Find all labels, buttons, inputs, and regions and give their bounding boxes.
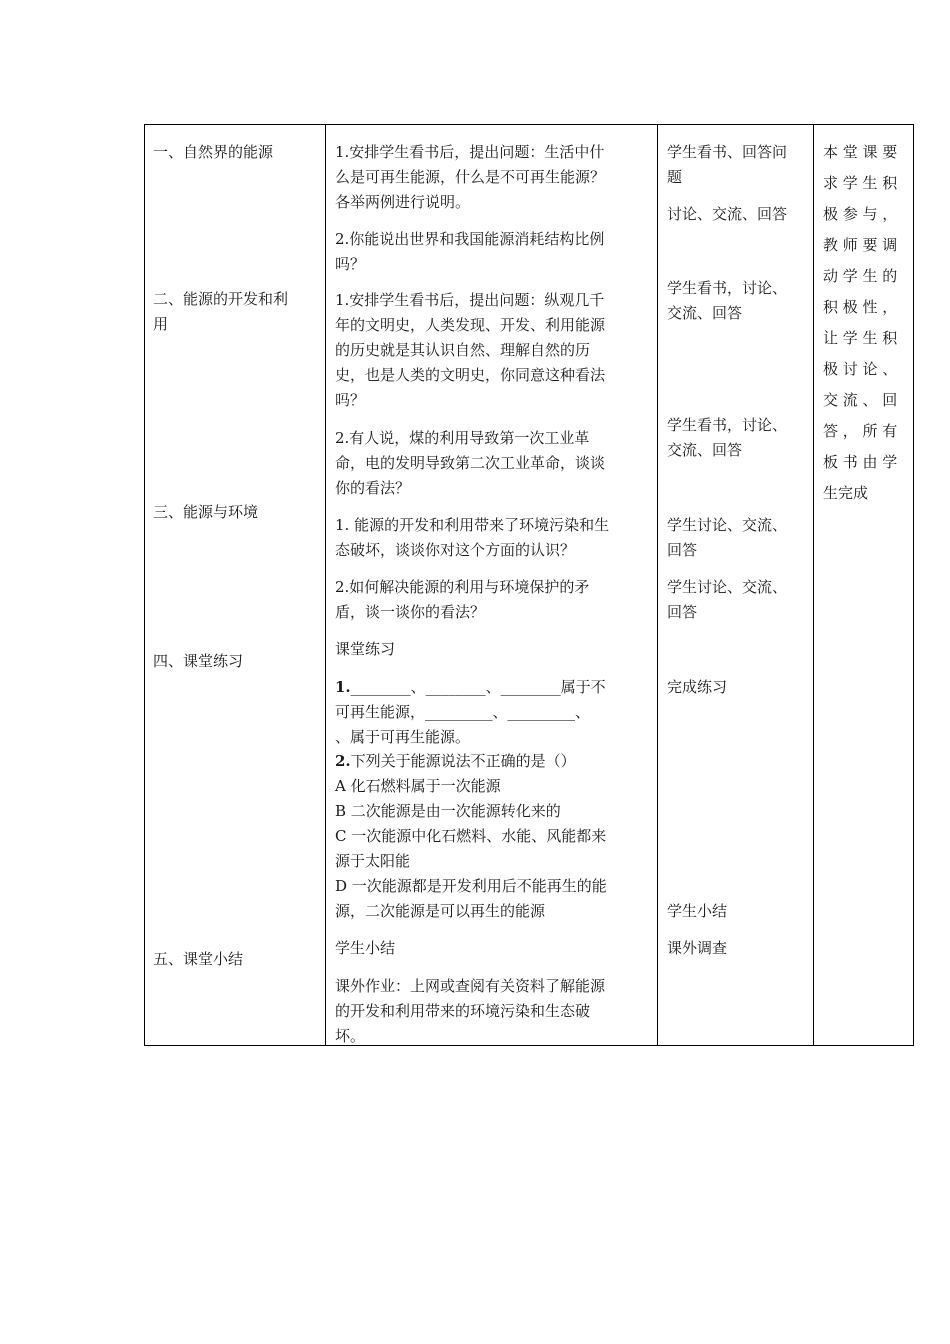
exercise-1-line — [335, 675, 606, 700]
question-line: 1.安排学生看书后，提出问题：生活中什 — [335, 143, 605, 161]
student-activity: 学生看书、回答问 — [667, 143, 788, 161]
student-activity: 讨论、交流、回答 — [667, 205, 788, 223]
note-line: 积 极 性 ， — [823, 298, 898, 316]
question-line: 2.如何解决能源的利用与环境保护的矛 — [335, 578, 590, 596]
question-line: 史，也是人类的文明史，你同意这种看法 — [335, 366, 606, 384]
section-heading: 四、课堂练习 — [153, 652, 244, 670]
practice-title: 课堂练习 — [335, 640, 396, 658]
student-activity: 学生看书，讨论、 — [667, 279, 788, 297]
question-line: 么是可再生能源，什么是不可再生能源？ — [335, 168, 606, 186]
exercise-1-line: 、属于可再生能源。 — [335, 728, 471, 746]
student-activity: 课外调查 — [667, 939, 728, 957]
section-heading: 二、能源的开发和利 — [153, 290, 289, 308]
note-line: 交 流 、 回 — [823, 391, 898, 409]
section-heading: 五、课堂小结 — [153, 950, 244, 968]
summary-text: 学生小结 — [335, 939, 396, 957]
section-heading: 用 — [153, 315, 169, 333]
note-line: 求 学 生 积 — [823, 174, 898, 192]
student-activity: 回答 — [667, 541, 698, 559]
note-line: 答 ， 所 有 — [823, 422, 898, 440]
student-activity: 交流、回答 — [667, 304, 743, 322]
student-activity: 学生小结 — [667, 902, 728, 920]
question-line: 盾，谈一谈你的看法？ — [335, 603, 486, 621]
question-line: 1. 能源的开发和利用带来了环境污染和生 — [335, 516, 610, 534]
question-line: 2.有人说，煤的利用导致第一次工业革 — [335, 429, 590, 447]
note-line: 本 堂 课 要 — [823, 143, 898, 161]
exercise-2-question — [335, 749, 576, 774]
answer-blank: ________ — [350, 678, 411, 696]
option-d: D 一次能源都是开发利用后不能再生的能 — [335, 877, 607, 895]
question-line: 的历史就是其认识自然、理解自然的历 — [335, 341, 591, 359]
student-activity: 学生看书，讨论、 — [667, 416, 788, 434]
section-heading: 一、自然界的能源 — [153, 143, 274, 161]
question-line: 态破坏，谈谈你对这个方面的认识？ — [335, 541, 576, 559]
question-line: 各举两例进行说明。 — [335, 193, 471, 211]
option-a: A 化石燃料属于一次能源 — [335, 777, 501, 795]
option-b: B 二次能源是由一次能源转化来的 — [335, 802, 561, 820]
option-c: C 一次能源中化石燃料、水能、风能都来 — [335, 827, 607, 845]
question-line: 年的文明史，人类发现、开发、利用能源 — [335, 316, 606, 334]
note-line: 让 学 生 积 — [823, 329, 898, 347]
note-line: 动 学 生 的 — [823, 267, 898, 285]
column-divider — [325, 125, 326, 1045]
note-line: 板 书 由 学 — [823, 453, 898, 471]
student-activity: 回答 — [667, 603, 698, 621]
homework-line: 坏。 — [335, 1027, 366, 1045]
question-line: 吗？ — [335, 255, 366, 273]
exercise-number: 2. — [335, 752, 351, 770]
homework-line: 的开发和利用带来的环境污染和生态破 — [335, 1002, 591, 1020]
question-line: 1.安排学生看书后，提出问题：纵观几千 — [335, 291, 605, 309]
exercise-number: 1. — [335, 678, 351, 696]
question-line: 命，电的发明导致第二次工业革命，谈谈 — [335, 454, 606, 472]
column-divider — [813, 125, 814, 1045]
question-line: 2.你能说出世界和我国能源消耗结构比例 — [335, 230, 605, 248]
note-line: 极 讨 论 、 — [823, 360, 898, 378]
option-c: 源于太阳能 — [335, 852, 411, 870]
exercise-text: 下列关于能源说法不正确的是（） — [350, 752, 576, 770]
student-activity: 题 — [667, 168, 683, 186]
note-line: 极 参 与 ， — [823, 205, 898, 223]
question-line: 你的看法？ — [335, 479, 411, 497]
student-activity: 学生讨论、交流、 — [667, 516, 788, 534]
student-activity: 交流、回答 — [667, 441, 743, 459]
question-line: 吗？ — [335, 391, 366, 409]
note-line: 教 师 要 调 — [823, 236, 898, 254]
exercise-text: 、________、________属于不 — [410, 678, 606, 696]
student-activity: 完成练习 — [667, 678, 728, 696]
student-activity: 学生讨论、交流、 — [667, 578, 788, 596]
option-d: 源，二次能源是可以再生的能源 — [335, 902, 546, 920]
section-heading: 三、能源与环境 — [153, 503, 259, 521]
exercise-1-line: 可再生能源，_________、_________、 — [335, 703, 591, 721]
column-divider — [657, 125, 658, 1045]
homework-line: 课外作业：上网或查阅有关资料了解能源 — [335, 977, 606, 995]
note-line: 生完成 — [823, 484, 869, 502]
